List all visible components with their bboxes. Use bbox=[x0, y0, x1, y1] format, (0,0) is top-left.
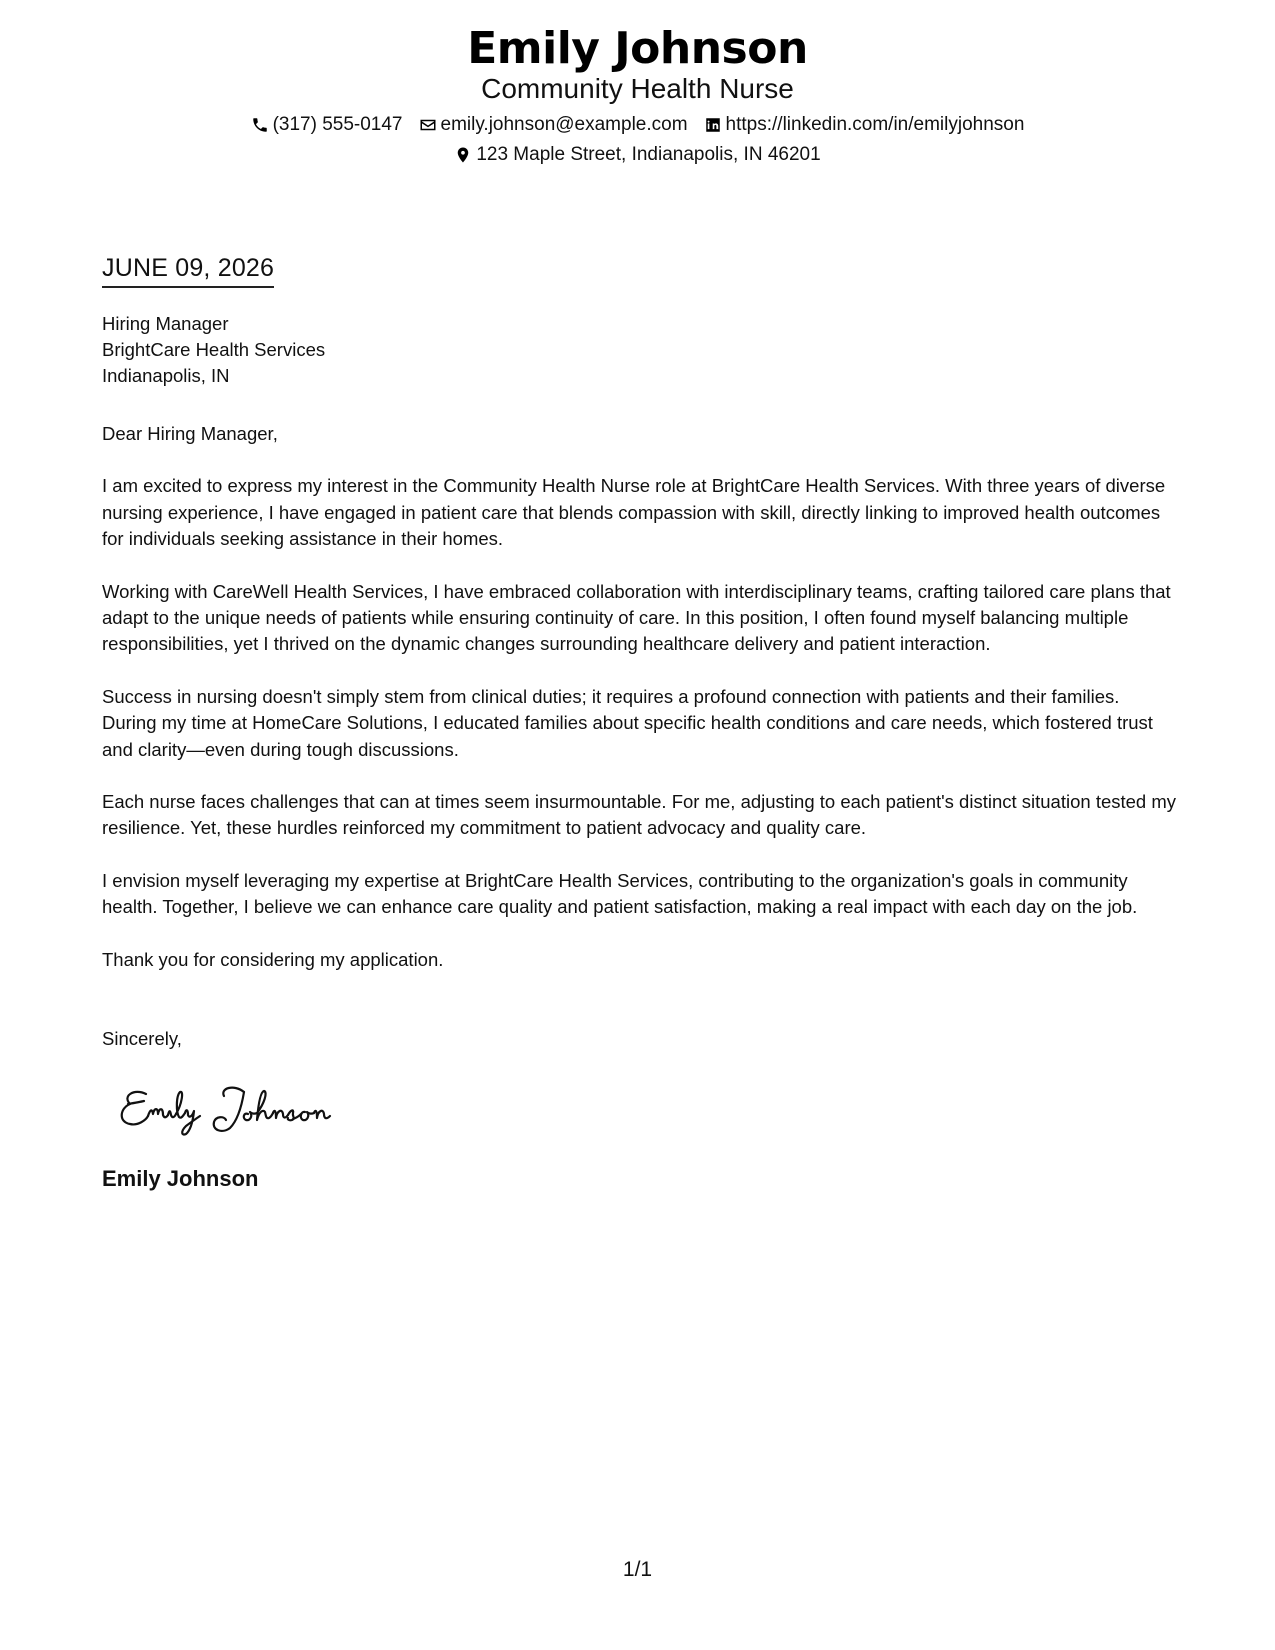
recipient-block bbox=[102, 311, 325, 389]
applicant-name: Emily Johnson bbox=[467, 23, 808, 74]
email-link[interactable]: emily.johnson@example.com bbox=[440, 114, 688, 135]
phone-icon bbox=[251, 116, 269, 134]
closing: Sincerely, bbox=[102, 1028, 182, 1049]
body-paragraph: Success in nursing doesn't simply stem from clinical duties; it requires a profound connection with patients and their families. During my time at HomeCare Solutions, I educated families about specific health conditions and care needs, which fostered trust and clarity—even during tough discussions. bbox=[102, 685, 1153, 760]
phone-text: (317) 555-0147 bbox=[272, 114, 403, 135]
page-number: 1/1 bbox=[622, 1558, 653, 1581]
salutation: Dear Hiring Manager, bbox=[102, 423, 278, 444]
address-row bbox=[0, 140, 1275, 170]
signer-name: Emily Johnson bbox=[102, 1166, 259, 1191]
recipient-line: BrightCare Health Services bbox=[102, 339, 326, 360]
contact-row bbox=[0, 110, 1275, 140]
address-text: 123 Maple Street, Indianapolis, IN 46201 bbox=[476, 144, 821, 165]
body-paragraph: Each nurse faces challenges that can at times seem insurmountable. For me, adjusting to each patient's distinct situation tested my resilience. Yet, these hurdles reinforced my commitment to patient advocacy and quality care. bbox=[102, 791, 1177, 839]
linkedin-link[interactable]: https://linkedin.com/in/emilyjohnson bbox=[725, 114, 1025, 135]
letter-body bbox=[102, 421, 1177, 999]
body-paragraph: I envision myself leveraging my expertise at BrightCare Health Services, contributing to the organization's goals in community health. Together, I believe we can enhance care quality and patient satisfaction, making a real impact with each day on the job. bbox=[102, 869, 1138, 918]
letter-date: JUNE 09, 2026 bbox=[102, 252, 274, 288]
contact-linkedin[interactable] bbox=[704, 110, 1025, 140]
contact-phone bbox=[251, 110, 403, 140]
body-paragraph: Thank you for considering my application. bbox=[102, 948, 444, 970]
body-paragraph: I am excited to express my interest in the Community Health Nurse role at BrightCare Health Services. With three years of diverse nursing experience, I have engaged in patient care that blends compassion with skill, directly linking to improved health outcomes for individuals seeking assistance in their homes. bbox=[102, 475, 1166, 550]
linkedin-icon bbox=[704, 116, 722, 134]
recipient-line: Indianapolis, IN bbox=[102, 365, 230, 386]
map-pin-icon bbox=[454, 146, 472, 164]
contact-address bbox=[454, 140, 820, 170]
contact-email[interactable] bbox=[419, 110, 688, 140]
envelope-icon bbox=[419, 116, 437, 134]
applicant-title: Community Health Nurse bbox=[481, 73, 794, 104]
recipient-line: Hiring Manager bbox=[102, 313, 229, 334]
letter-header bbox=[0, 22, 1275, 170]
body-paragraph: Working with CareWell Health Services, I have embraced collaboration with interdisciplinary teams, crafting tailored care plans that adapt to the unique needs of patients while ensuring continuity of care. In this position, I often found myself balancing multiple responsibilities, yet I thrived on the dynamic changes surrounding healthcare delivery and patient interaction. bbox=[102, 580, 1171, 655]
handwritten-signature bbox=[116, 1074, 356, 1140]
